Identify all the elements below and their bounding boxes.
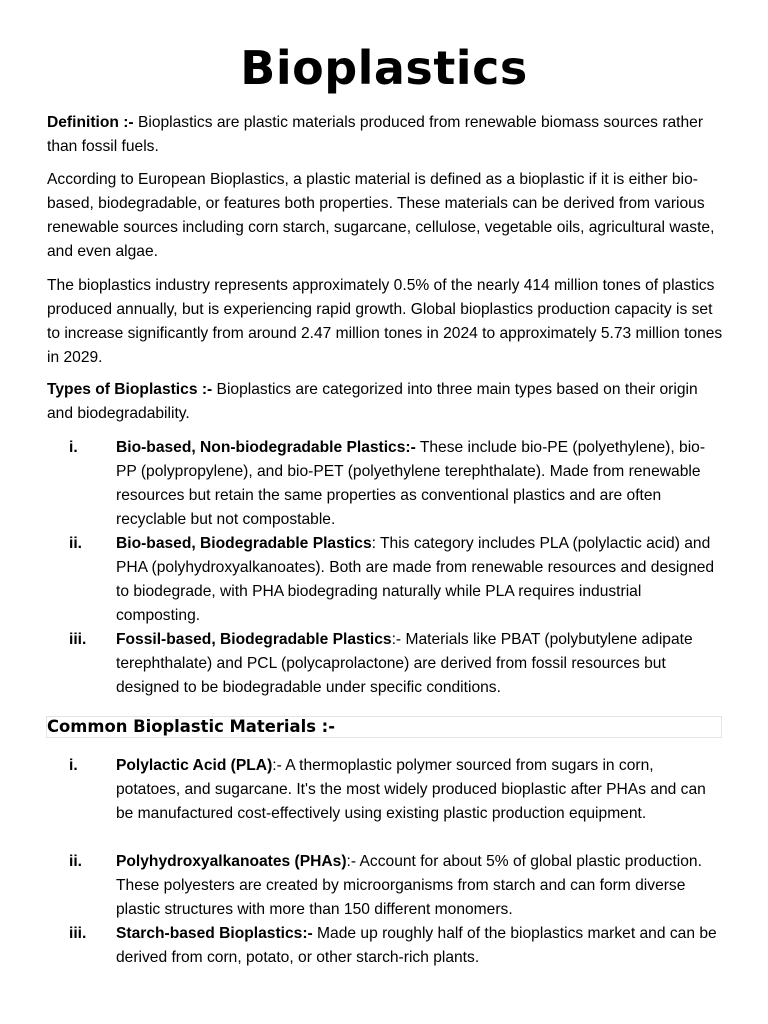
list-item-lead: Starch-based Bioplastics:- [116,925,313,942]
types-intro-paragraph [47,378,727,426]
definition-text: Bioplastics are plastic materials produced from renewable biomass sources rather than fossil fuels. [47,114,704,155]
types-text: Bioplastics are categorized into three main types based on their origin and biodegradability. [47,381,698,422]
definition-label: Definition :- [47,114,134,131]
list-item-body: : This category includes PLA (polylactic acid) and PHA (polyhydroxyalkanoates). Both are made from renewable resources and designed to biodegrade, with PHA biodegrading naturally while PLA requires industrial composting. [116,535,715,624]
list-item-lead: Bio-based, Biodegradable Plastics [116,535,372,552]
list-item-body: :- Materials like PBAT (polybutylene adipate terephthalate) and PCL (polycaprolactone) are derived from fossil resources but designed to be biodegradable under specific conditions. [116,631,693,696]
list-item-number: iii. [69,925,87,942]
list-item-number: ii. [69,853,82,870]
list-item-number: ii. [69,535,82,552]
types-label: Types of Bioplastics :- [47,381,213,398]
list-item-number: i. [69,439,78,456]
european-paragraph: According to European Bioplastics, a plastic material is defined as a bioplastic if it is either bio-based, biodegradable, or features both properties. These materials can be derived from various renewable sources including corn starch, sugarcane, cellulose, vegetable oils, agricultural waste, and even algae. [47,171,715,260]
list-item-text [116,436,718,532]
definition-paragraph [47,111,727,159]
list-item-lead: Polyhydroxyalkanoates (PHAs) [116,853,347,870]
industry-paragraph: The bioplastics industry represents approximately 0.5% of the nearly 414 million tones of plastics produced annually, but is experiencing rapid growth. Global bioplastics production capacity is set to increase significantly from around 2.47 million tones in 2024 to approximately 5.73 million tones in 2029. [47,277,723,366]
list-item-body: :- Account for about 5% of global plastic production. These polyesters are created by microorganisms from starch and can form diverse plastic structures with more than 150 different monomers. [116,853,702,918]
section-heading-box [46,716,722,738]
list-item-lead: Polylactic Acid (PLA) [116,757,273,774]
list-item-text [116,532,718,628]
list-item-text [116,850,718,922]
list-item-body: These include bio-PE (polyethylene), bio-PP (polypropylene), and bio-PET (polyethylene terephthalate). Made from renewable resources but retain the same properties as conventional plastics and are often recyclable but not compostable. [116,439,706,528]
list-item-number: iii. [69,631,87,648]
list-item-lead: Fossil-based, Biodegradable Plastics [116,631,392,648]
list-item-lead: Bio-based, Non-biodegradable Plastics:- [116,439,416,456]
list-item-body: :- A thermoplastic polymer sourced from sugars in corn, potatoes, and sugarcane. It's the most widely produced bioplastic after PHAs and can be manufactured cost-effectively using existing plastic production equipment. [116,757,706,822]
page-title: Bioplastics [240,41,528,95]
section-heading: Common Bioplastic Materials :- [47,717,336,736]
list-item-text [116,754,718,826]
list-item-text [116,628,718,700]
list-item-body: Made up roughly half of the bioplastics market and can be derived from corn, potato, or other starch-rich plants. [116,925,717,966]
list-item-text [116,922,718,970]
list-item-number: i. [69,757,78,774]
